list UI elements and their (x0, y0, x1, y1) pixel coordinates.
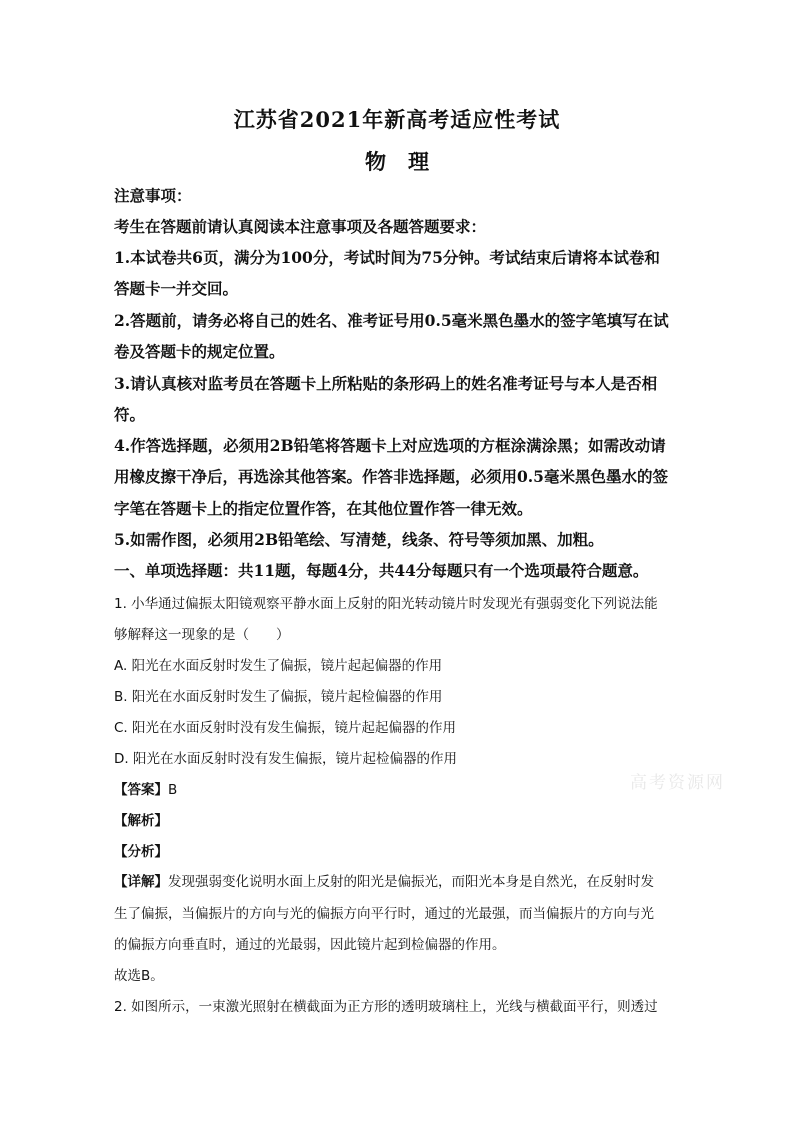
answer-row (114, 781, 684, 799)
detail-line: 的偏振方向垂直时，通过的光最弱，因此镜片起到检偏器的作用。 (114, 937, 506, 953)
notice-line: 4.作答选择题，必须用2B铅笔将答题卡上对应选项的方框涂满涂黑；如需改动请 (114, 436, 666, 455)
option-a: A. 阳光在水面反射时发生了偏振，镜片起起偏器的作用 (114, 658, 443, 674)
notice-heading: 注意事项： (114, 186, 192, 205)
notice-line: 字笔在答题卡上的指定位置作答，在其他位置作答一律无效。 (114, 499, 533, 518)
answer-label: 【答案】 (114, 782, 168, 798)
option-d: D. 阳光在水面反射时没有发生偏振，镜片起检偏器的作用 (114, 751, 457, 767)
analysis-label-text: 【解析】 (114, 813, 168, 829)
fenxi-label (114, 843, 684, 861)
notice-line: 答题卡一并交回。 (114, 279, 239, 298)
notice-line: 2.答题前，请务必将自己的姓名、准考证号用0.5毫米黑色墨水的签字笔填写在试 (114, 311, 669, 330)
notice-line: 符。 (114, 405, 146, 424)
question-1-stem: 1. 小华通过偏振太阳镜观察平静水面上反射的阳光转动镜片时发现光有强弱变化下列说法能 (114, 596, 658, 612)
exam-title: 江苏省2021年新高考适应性考试 (233, 107, 561, 132)
section-heading: 一、单项选择题：共11题，每题4分，共44分每题只有一个选项最符合题意。 (114, 561, 649, 580)
conclusion: 故选B。 (114, 968, 164, 984)
analysis-label (114, 812, 684, 830)
detail-row (114, 873, 684, 891)
option-b: B. 阳光在水面反射时发生了偏振，镜片起检偏器的作用 (114, 689, 443, 705)
fenxi-label-text: 【分析】 (114, 844, 168, 860)
detail-label: 【详解】 (114, 874, 168, 890)
notice-line: 1.本试卷共6页，满分为100分，考试时间为75分钟。考试结束后请将本试卷和 (114, 248, 660, 267)
notice-line: 5.如需作图，必须用2B铅笔绘、写清楚，线条、符号等须加黑、加粗。 (114, 530, 604, 549)
notice-intro: 考生在答题前请认真阅读本注意事项及各题答题要求： (114, 217, 487, 236)
notice-line: 用橡皮擦干净后，再选涂其他答案。作答非选择题，必须用0.5毫米黑色墨水的签 (114, 467, 668, 486)
detail-line: 生了偏振，当偏振片的方向与光的偏振方向平行时，通过的光最强，而当偏振片的方向与光 (114, 906, 654, 922)
subject-title: 物理 (365, 149, 451, 174)
notice-line: 3.请认真核对监考员在答题卡上所粘贴的条形码上的姓名准考证号与本人是否相 (114, 374, 658, 393)
question-1-stem-cont: 够解释这一现象的是（ ） (114, 627, 290, 643)
option-c: C. 阳光在水面反射时没有发生偏振，镜片起起偏器的作用 (114, 720, 457, 736)
watermark: 高考资源网 (630, 773, 725, 793)
answer-value: B (168, 782, 178, 798)
question-2-stem: 2. 如图所示，一束激光照射在横截面为正方形的透明玻璃柱上，光线与横截面平行，则透过 (114, 999, 658, 1015)
detail-text: 发现强弱变化说明水面上反射的阳光是偏振光，而阳光本身是自然光，在反射时发 (168, 874, 654, 890)
notice-line: 卷及答题卡的规定位置。 (114, 342, 285, 361)
